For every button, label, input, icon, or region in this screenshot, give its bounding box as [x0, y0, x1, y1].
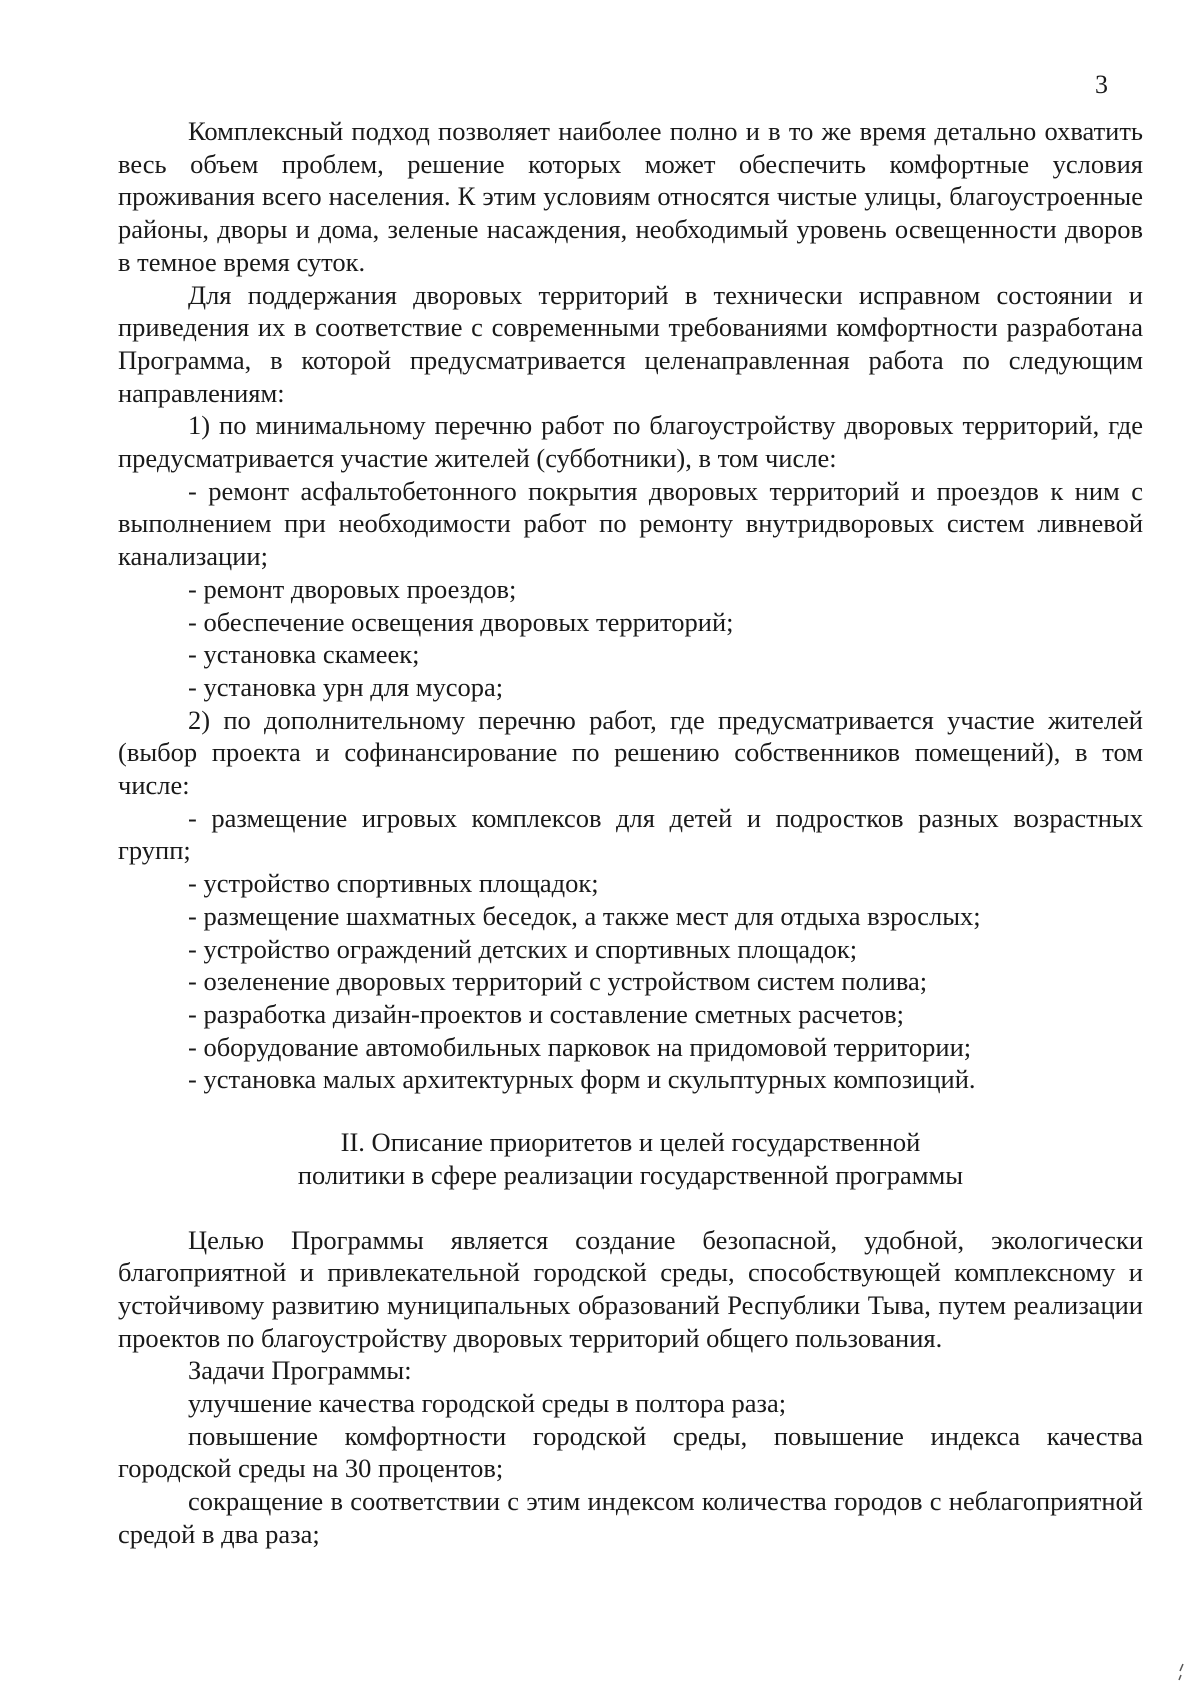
task-item: улучшение качества городской среды в полтора раза;	[188, 1388, 787, 1419]
page-number: 3	[1095, 70, 1108, 99]
list-item: - установка урн для мусора;	[188, 671, 504, 702]
document-body	[118, 115, 1143, 1551]
section-heading-line: II. Описание приоритетов и целей государственной	[340, 1127, 921, 1158]
list-item: - ремонт асфальтобетонного покрытия дворовых территорий и проездов к ним с выполнением при необходимости работ по ремонту внутридворовых систем ливневой канализации;	[118, 475, 1143, 572]
paragraph: Для поддержания дворовых территорий в технически исправном состоянии и приведения их в соответствие с современными требованиями комфортности разработана Программа, в которой предусматривается целенаправленная работа по следующим направлениям:	[118, 279, 1143, 408]
list-item: - установка скамеек;	[188, 639, 420, 670]
list-intro: 1) по минимальному перечню работ по благоустройству дворовых территорий, где предусматривается участие жителей (субботники), в том числе:	[118, 410, 1143, 474]
section-heading	[118, 1126, 1143, 1191]
section-heading-line: политики в сфере реализации государственной программы	[297, 1159, 964, 1190]
list-intro: 2) по дополнительному перечню работ, где предусматривается участие жителей (выбор проекта и софинансирование по решению собственников помещений), в том числе:	[118, 704, 1143, 801]
paragraph: Целью Программы является создание безопасной, удобной, экологически благоприятной и привлекательной городской среды, способствующей комплексному и устойчивому развитию муниципальных образований Республики Тыва, путем реализации проектов по благоустройству дворовых территорий общего пользования.	[118, 1224, 1143, 1353]
list-item: - размещение игровых комплексов для детей и подростков разных возрастных групп;	[118, 802, 1143, 866]
list-item: - установка малых архитектурных форм и скульптурных композиций.	[188, 1064, 976, 1095]
paragraph: Комплексный подход позволяет наиболее полно и в то же время детально охватить весь объем проблем, решение которых может обеспечить комфортные условия проживания всего населения. К этим условиям относятся чистые улицы, благоустроенные районы, дворы и дома, зеленые насаждения, необходимый уровень освещенности дворов в темное время суток.	[118, 116, 1143, 277]
list-item: - устройство спортивных площадок;	[188, 868, 599, 899]
list-item: - разработка дизайн-проектов и составление сметных расчетов;	[188, 998, 904, 1029]
scan-mark-icon	[1176, 1661, 1186, 1683]
scan-mark	[1176, 1661, 1186, 1683]
list-item: - озеленение дворовых территорий с устройством систем полива;	[188, 966, 928, 997]
paragraph: Задачи Программы:	[188, 1355, 412, 1386]
task-item: повышение комфортности городской среды, повышение индекса качества городской среды на 30 процентов;	[118, 1420, 1143, 1484]
list-item: - ремонт дворовых проездов;	[188, 573, 517, 604]
list-item: - оборудование автомобильных парковок на придомовой территории;	[188, 1031, 972, 1062]
list-item: - размещение шахматных беседок, а также мест для отдыха взрослых;	[188, 900, 981, 931]
task-item: сокращение в соответствии с этим индексом количества городов с неблагоприятной средой в два раза;	[118, 1486, 1143, 1549]
list-item: - устройство ограждений детских и спортивных площадок;	[188, 933, 858, 964]
list-item: - обеспечение освещения дворовых территорий;	[188, 606, 734, 637]
